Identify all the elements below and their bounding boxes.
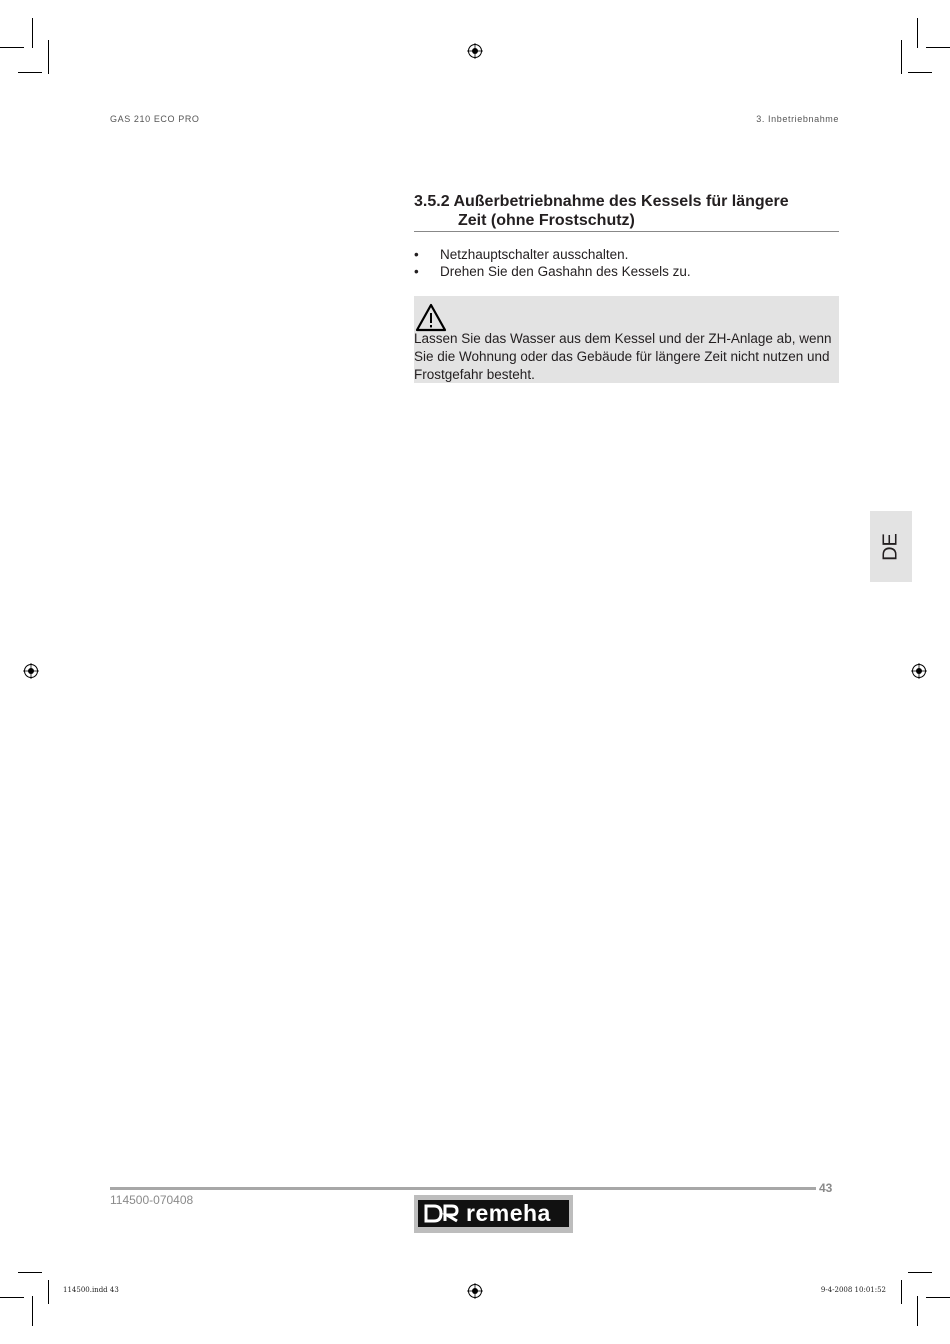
list-item: • Drehen Sie den Gashahn des Kessels zu. — [414, 263, 839, 280]
list-item: • Netzhauptschalter ausschalten. — [414, 246, 839, 263]
language-tab-label: DE — [879, 532, 902, 561]
print-slug-timestamp: 9-4-2008 10:01:52 — [820, 1286, 886, 1294]
print-slug-file: 114500.indd 43 — [63, 1286, 119, 1294]
instruction-list — [414, 246, 839, 280]
registration-mark-icon — [23, 663, 39, 679]
warning-text: Lassen Sie das Wasser aus dem Kessel und der ZH-Anlage ab, wenn Sie die Wohnung oder das Gebäude für längere Zeit nicht nutzen und Frostgefahr besteht. — [414, 331, 832, 382]
language-tab — [870, 511, 912, 582]
header-product: GAS 210 ECO PRO — [110, 114, 200, 124]
warning-callout — [414, 296, 839, 383]
heading-rule — [414, 231, 839, 232]
logo-wordmark: remeha — [466, 1200, 551, 1226]
registration-mark-icon — [467, 43, 483, 59]
remeha-logo — [414, 1195, 573, 1233]
registration-mark-icon — [911, 663, 927, 679]
document-number: 114500-070408 — [110, 1193, 194, 1207]
section-title-line1: Außerbetriebnahme des Kessels für längere — [453, 193, 789, 210]
section-number: 3.5.2 — [414, 193, 450, 210]
footer-rule — [110, 1187, 816, 1190]
header-chapter: 3. Inbetriebnahme — [756, 114, 839, 124]
remeha-logo-mark-icon — [424, 1204, 460, 1223]
warning-triangle-icon — [415, 303, 447, 332]
page-number: 43 — [819, 1181, 833, 1195]
registration-mark-icon — [467, 1283, 483, 1299]
section-title-line2: Zeit (ohne Frostschutz) — [458, 212, 635, 229]
section-heading — [414, 192, 839, 230]
